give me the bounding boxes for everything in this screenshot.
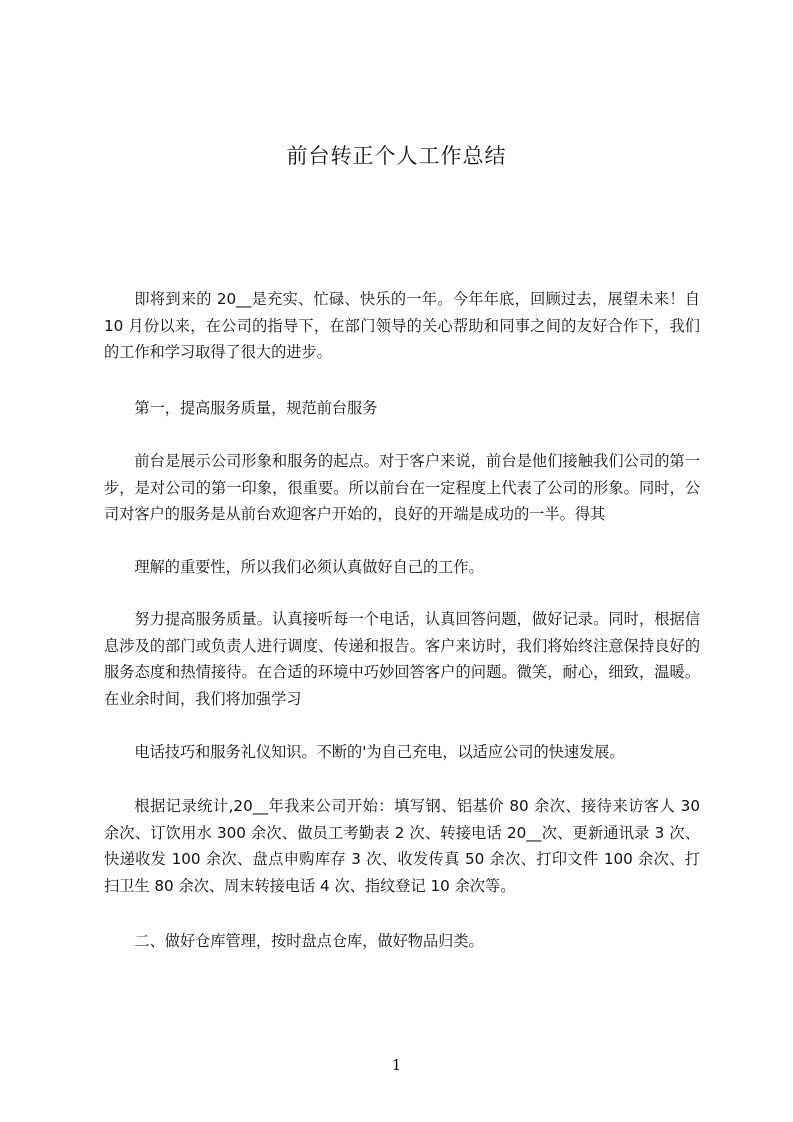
section-heading-2: 二、做好仓库管理，按时盘点仓库，做好物品归类。 — [134, 932, 484, 950]
paragraph-importance: 理解的重要性，所以我们必须认真做好自己的工作。 — [134, 558, 484, 576]
paragraph-service-quality: 努力提高服务质量。认真接听每一个电话，认真回答问题，做好记录。同时，根据信息涉及的部门或负责人进行调度、传递和报告。客户来访时，我们将始终注意保持良好的服务态度和热情接待。在合适的环境中巧妙回答客户的问题。微笑，耐心，细致，温暖。在业余时间，我们将加强学习 — [104, 610, 700, 708]
paragraph-phone-skills: 电话技巧和服务礼仪知识。不断的'为自己充电，以适应公司的快速发展。 — [134, 743, 625, 761]
page-number: 1 — [391, 1056, 402, 1074]
paragraph-statistics: 根据记录统计,20__年我来公司开始：填写钢、铝基价 80 余次、接待来访客人 30 余次、订饮用水 300 余次、做员工考勤表 2 次、转接电话 20__次、更新通讯录 3 次、快递收发 100 余次、盘点申购库存 3 次、收发传真 50 余次、打印文件 100 余次、打扫卫生 80 余次、周末转接电话 4 次、指纹登记 10 余次等。 — [104, 797, 700, 895]
paragraph-intro: 即将到来的 20__是充实、忙碌、快乐的一年。今年年底，回顾过去，展望未来！自 10 月份以来，在公司的指导下，在部门领导的关心帮助和同事之间的友好合作下，我们的工作和学习取得了很大的进步。 — [104, 290, 700, 361]
paragraph-front-desk: 前台是展示公司形象和服务的起点。对于客户来说，前台是他们接触我们公司的第一步，是对公司的第一印象，很重要。所以前台在一定程度上代表了公司的形象。同时，公司对客户的服务是从前台欢迎客户开始的，良好的开端是成功的一半。得其 — [104, 452, 700, 523]
section-heading-1: 第一，提高服务质量，规范前台服务 — [134, 399, 378, 417]
document-title: 前台转正个人工作总结 — [286, 144, 507, 168]
